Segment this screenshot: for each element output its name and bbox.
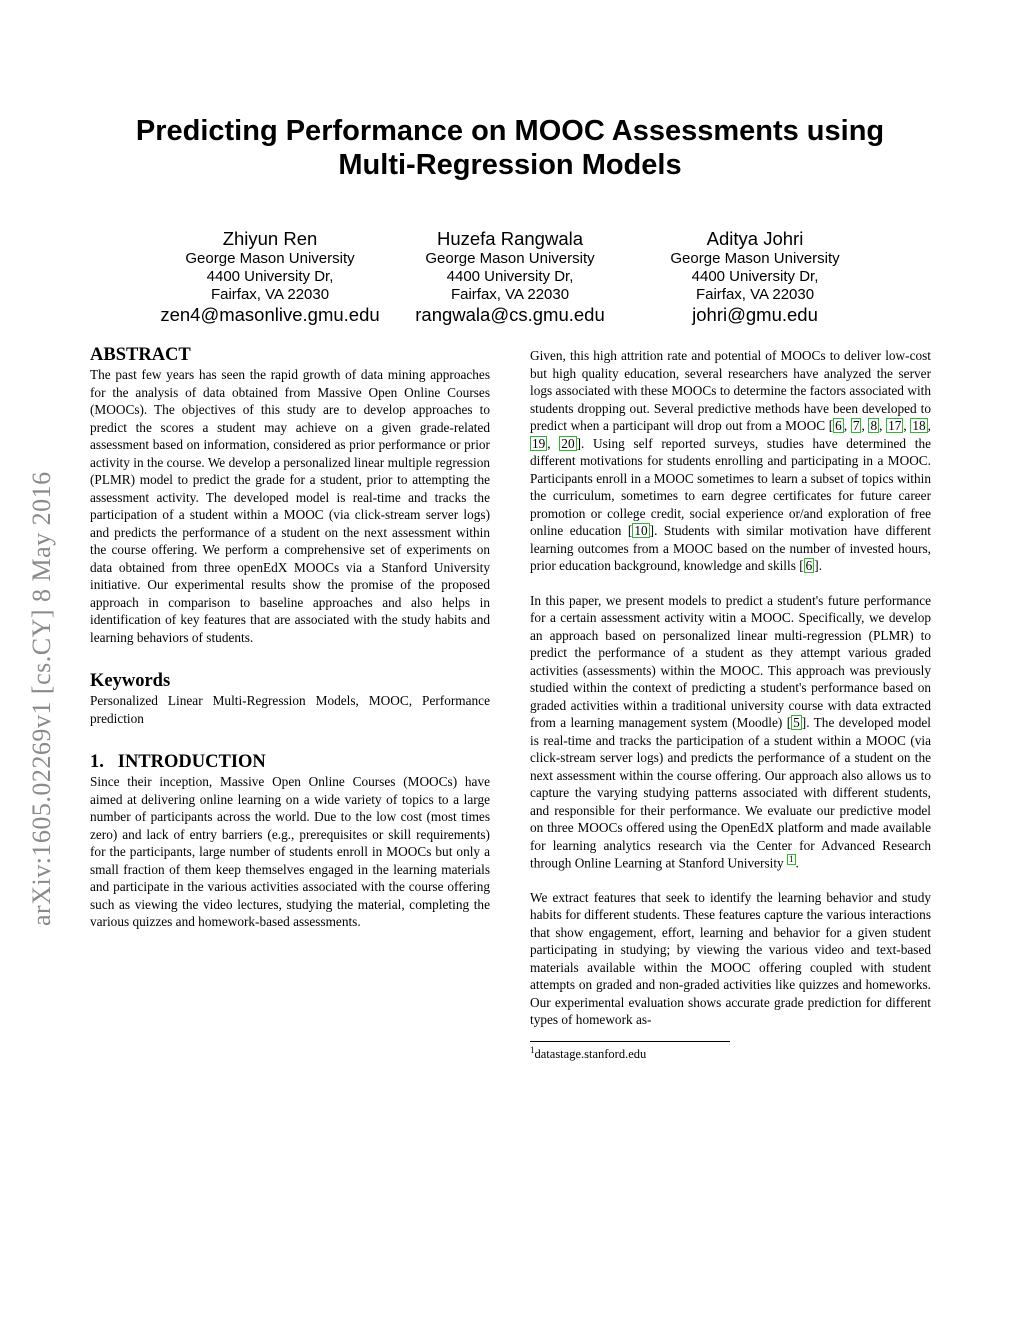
footnote xyxy=(530,1046,931,1062)
arxiv-identifier: arXiv:1605.02269v1 [cs.CY] 8 May 2016 xyxy=(27,471,56,926)
paragraph-text: Given, this high attrition rate and potential of MOOCs to deliver low-cost but high quality education, several researchers have analyzed the server logs associated with these MOOCs to determine the factors associated with students dropping out. Several predictive methods have been developed to predict when a participant will drop out from a MOOC xyxy=(530,348,931,433)
abstract-heading: ABSTRACT xyxy=(90,345,191,365)
abstract-text: The past few years has seen the rapid growth of data mining approaches for the analysis of data obtained from Massive Open Online Courses (MOOCs). The objectives of this study are to develop approaches to predict the scores a student may achieve on a given grade-related assessment based on information, considered as prior performance or prior activity in the course. We develop a personalized linear multiple regression (PLMR) model to predict the grade for a student, prior to attempting the assessment activity. The developed model is real-time and tracks the participation of a student within a MOOC (via click-stream server logs) and predicts the performance of a student on the next assessment within the course offering. We perform a comprehensive set of experiments on data obtained from three openEdX MOOCs via a Stanford University initiative. Our experimental results show the promise of the proposed approach in comparison to baseline approaches and also helps in identification of key features that are associated with the study habits and learning behaviors of students. xyxy=(90,367,490,645)
footnote-divider xyxy=(530,1041,730,1042)
introduction-heading: 1. INTRODUCTION xyxy=(90,752,266,772)
citation-link[interactable]: 6 xyxy=(835,418,842,433)
intro-paragraph-3: In this paper, we present models to predict a student's future performance for a certain assessment activity witin a MOOC. Specifically, we develop an approach based on personalized linear multi-regression (PLMR) to predict the performance of a student as they attempt various graded activities (assessments) within the MOOC. This approach was previously studied within the context of predicting a student's performance based on graded activities within a traditional university course with data extracted from a learning management system (Moodle) [ 5 ]. The developed model is real-time and tracks the participation of a student within a MOOC (via click-stream server logs) and predicts the performance of a student on the next assessment within the course offering. Our approach also allows us to capture the varying studying patterns associated with different students, and responsible for their performance. We evaluate our predictive model on three MOOCs offered using the OpenEdX platform and made available for learning analytics research via the Center for Advanced Research through Online Learning at Stanford University $^1$ . xyxy=(530,592,931,871)
paper-title xyxy=(100,114,920,182)
author-name: Zhiyun Ren xyxy=(222,228,318,249)
author-affiliation: George Mason University xyxy=(185,250,355,267)
author-address-line1: 4400 University Dr, xyxy=(446,268,574,285)
author-name: Huzefa Rangwala xyxy=(436,228,584,249)
citation-link[interactable]: 7 xyxy=(852,418,860,433)
footnote-link[interactable]: 1 xyxy=(789,854,794,864)
author-affiliation: George Mason University xyxy=(425,250,595,267)
paragraph-text: . Using self reported surveys, studies have determined the different motivations for students enrolling and participating in a MOOC. Participants enroll in a MOOC sometimes to learn a subset of topics within the curriculum, sometimes to earn degree certificates for future career promotion or college credit, social experience or/and exploration of free online education xyxy=(530,435,931,538)
paragraph-text: . xyxy=(818,558,823,573)
footnote-text: datastage.stanford.edu xyxy=(534,1046,647,1061)
author-block-3 xyxy=(635,228,875,326)
intro-paragraph-1: Since their inception, Massive Open Online Courses (MOOCs) have aimed at delivering online learning on a wide variety of topics to a large number of participants across the world. Due to the low cost (most times zero) and lack of entry barriers (e.g., prerequisites or skill requirements) for the participants, large number of students enroll in MOOCs but only a small fraction of them keep themselves engaged in the learning materials and participate in the various activities associated with the course offering such as viewing the video lectures, studying the material, completing the various quizzes and homework-based assessments. xyxy=(90,774,490,929)
author-email: johri@gmu.edu xyxy=(692,304,818,325)
paragraph-text: . xyxy=(795,855,799,871)
citation-link[interactable]: 8 xyxy=(870,418,878,433)
intro-paragraph-2: Given, this high attrition rate and potential of MOOCs to deliver low-cost but high quality education, several researchers have analyzed the server logs associated with these MOOCs to determine the factors associated with students dropping out. Several predictive methods have been developed to predict when a participant will drop out from a MOOC [ 6 , 7 , 8 , 17 , 18 , 19 , 20 ]. Using self reported surveys, studies have determined the different motivations for students enrolling and participating in a MOOC. Participants enroll in a MOOC sometimes to learn a subset of topics within the curriculum, sometimes to earn degree certificates for future career promotion or college credit, social experience or/and exploration of free online education [ 10 ]. Students with similar motivation have different learning outcomes from a MOOC based on the number of invested hours, prior education background, knowledge and skills [ 6 ]. xyxy=(530,348,931,573)
author-address-line1: 4400 University Dr, xyxy=(691,268,819,285)
keywords-text: Personalized Linear Multi-Regression Models, MOOC, Performance prediction xyxy=(90,693,490,726)
citation-link[interactable]: 20 xyxy=(561,435,575,451)
author-email: rangwala@cs.gmu.edu xyxy=(415,304,605,325)
paragraph-text: . Students with similar motivation have different learning outcomes from a MOOC based on the number of invested hours, prior education background, knowledge and skills xyxy=(530,523,931,573)
author-address-line2: Fairfax, VA 22030 xyxy=(450,286,570,303)
keywords-heading: Keywords xyxy=(90,671,171,691)
paragraph-text: In this paper, we present models to predict a student's future performance for a certain assessment activity witin a MOOC. Specifically, we develop an approach based on personalized linear multi-regression (PLMR) to predict the performance of a student as they attempt various graded activities (assessments) within the MOOC. This approach was previously studied within the context of predicting a student's performance based on graded activities within a traditional university course with data extracted from a learning management system (Moodle) xyxy=(530,592,931,730)
citation-link[interactable]: 6 xyxy=(805,558,813,573)
footnote-mark: 1 xyxy=(530,1044,535,1055)
author-address-line2: Fairfax, VA 22030 xyxy=(695,286,815,303)
paragraph-text: . The developed model is real-time and tracks the participation of a student within a MOOC (via click-stream server logs) and predicts the performance of a student on the next assessment within the course offering. Our approach also allows us to capture the varying studying patterns associated with different students, and responsible for their performance. We evaluate our predictive model on three MOOCs offered using the OpenEdX platform and made available for learning analytics research via the Center for Advanced Research through Online Learning at Stanford University xyxy=(530,715,931,871)
author-affiliation: George Mason University xyxy=(670,250,840,267)
citation-link[interactable]: 18 xyxy=(912,418,926,433)
author-block-1 xyxy=(150,228,390,326)
citation-link[interactable]: 10 xyxy=(634,523,648,538)
author-address-line1: 4400 University Dr, xyxy=(206,268,334,285)
right-column xyxy=(530,347,931,1062)
author-block-2 xyxy=(390,228,630,326)
title-line-2: Multi-Regression Models xyxy=(338,149,682,181)
author-name: Aditya Johri xyxy=(706,228,804,249)
title-line-1: Predicting Performance on MOOC Assessments using xyxy=(135,115,885,147)
author-address-line2: Fairfax, VA 22030 xyxy=(210,286,330,303)
citation-link[interactable]: 5 xyxy=(793,715,800,730)
citation-link[interactable]: 19 xyxy=(532,435,546,451)
author-email: zen4@masonlive.gmu.edu xyxy=(160,304,380,325)
citation-link[interactable]: 17 xyxy=(888,418,902,433)
intro-paragraph-4: We extract features that seek to identify the learning behavior and study habits for different students. These features capture the various interactions that show engagement, effort, learning and behavior for a given student participating in studying; by viewing the various video and text-based materials available within the MOOC offering coupled with student attempts on graded and non-graded activities like quizzes and homeworks. Our experimental evaluation shows accurate grade prediction for different types of homework as- xyxy=(530,889,931,1028)
left-column xyxy=(90,344,490,931)
